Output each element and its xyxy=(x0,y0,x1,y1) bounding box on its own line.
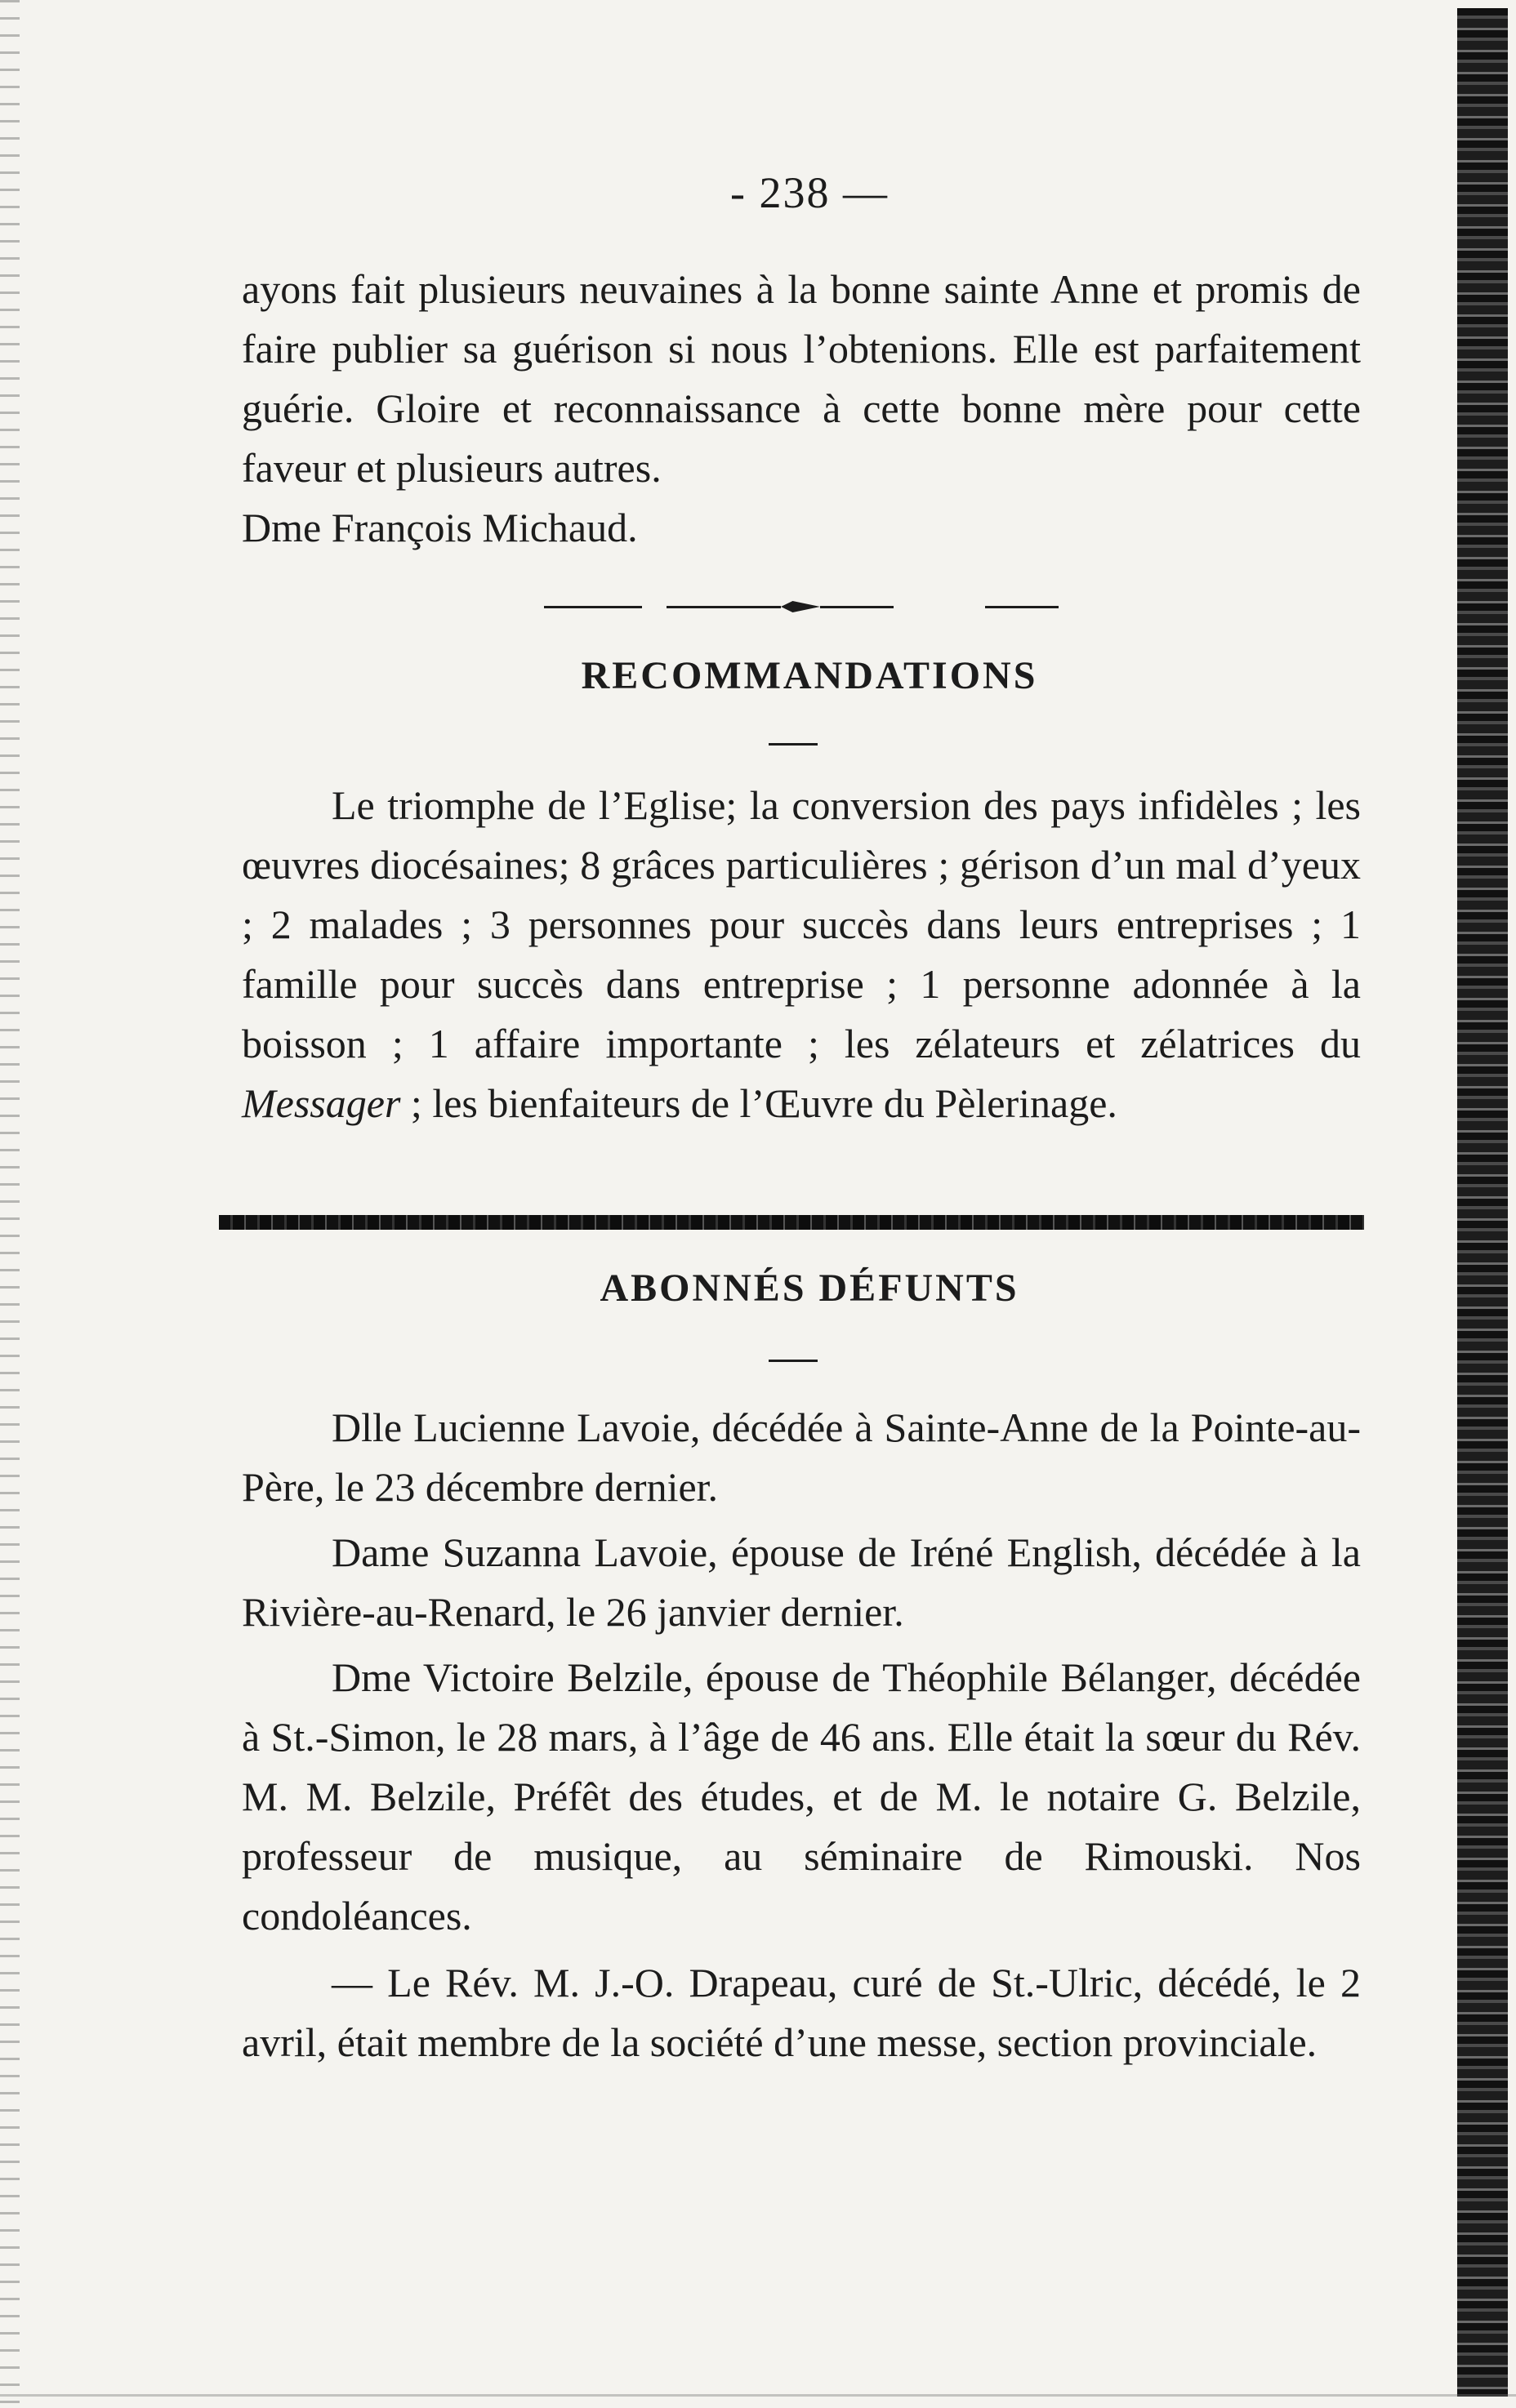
obituary-entry: Dlle Lucienne Lavoie, décédée à Sainte-Anne de la Pointe-au-Père, le 23 décembre dernier. xyxy=(242,1404,1361,1510)
scan-bottom-edge xyxy=(0,2394,1516,2397)
scan-left-edge-marks xyxy=(0,0,20,2408)
ornament-diamond xyxy=(781,601,820,612)
ornament-rule-mid xyxy=(667,606,781,608)
intro-paragraph xyxy=(242,260,1361,558)
ornament-divider xyxy=(544,598,1059,616)
recommandations-dash xyxy=(769,743,818,746)
obituary-entry: Dme Victoire Belzile, épouse de Théophile Bélanger, décédée à St.-Simon, le 28 mars, à l’âge de 46 ans. Elle était la sœur du Rév. M. M. Belzile, Préfêt des études, et de M. le notaire G. Belzile, professeur de musique, au séminaire de Rimouski. Nos condoléances. xyxy=(242,1654,1361,1938)
ornament-rule-left xyxy=(544,606,642,608)
intro-signature: Dme François Michaud. xyxy=(242,505,638,550)
abonnes-dash xyxy=(769,1360,818,1362)
abonnes-heading: ABONNÉS DÉFUNTS xyxy=(600,1266,1019,1310)
ornament-rule-right xyxy=(820,606,894,608)
scan-binding-edge xyxy=(1457,8,1508,2397)
recommandations-text-end: ; les bienfaiteurs de l’Œuvre du Pèlerinage. xyxy=(400,1080,1117,1126)
recommandations-text: Le triomphe de l’Eglise; la conversion des pays infidèles ; les œuvres diocésaines; 8 grâces particulières ; gérison d’un mal d’yeux ; 2 malades ; 3 personnes pour succès dans leurs entreprises ; 1 famille pour succès dans entreprise ; 1 personne adonnée à la boisson ; 1 affaire importante ; les zélateurs et zélatrices du xyxy=(242,782,1361,1066)
section-divider-band xyxy=(219,1215,1364,1230)
page-number: - 238 — xyxy=(730,168,889,217)
recommandations-paragraph xyxy=(242,776,1361,1133)
obituary-entry: Dame Suzanna Lavoie, épouse de Iréné English, décédée à la Rivière-au-Renard, le 26 janvier dernier. xyxy=(242,1529,1361,1635)
recommandations-heading: RECOMMANDATIONS xyxy=(581,654,1038,697)
obituary-entry: — Le Rév. M. J.-O. Drapeau, curé de St.-Ulric, décédé, le 2 avril, était membre de la société d’une messe, section provinciale. xyxy=(242,1960,1361,2065)
ornament-rule-end xyxy=(985,606,1059,608)
intro-text: ayons fait plusieurs neuvaines à la bonne sainte Anne et promis de faire publier sa guérison si nous l’obtenions. Elle est parfaitement guérie. Gloire et reconnaissance à cette bonne mère pour cette faveur et plusieurs autres. xyxy=(242,266,1361,491)
messager-title: Messager xyxy=(242,1080,401,1126)
